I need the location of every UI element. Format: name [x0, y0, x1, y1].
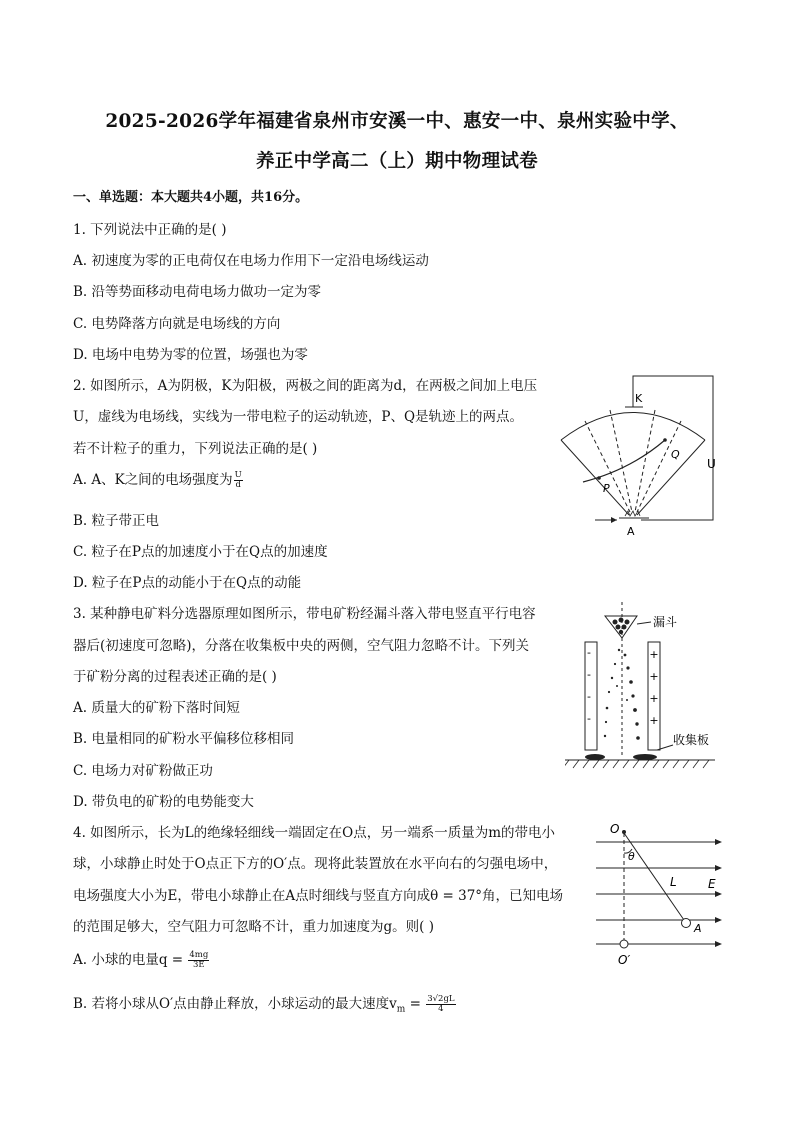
q2-frac-num: U	[234, 470, 242, 480]
q3-option-c: C. 电场力对矿粉做正功	[73, 763, 213, 779]
q4-option-b-text: B. 若将小球从O′点由静止释放，小球运动的最大速度v	[73, 996, 397, 1012]
q4-option-b-fraction	[426, 995, 455, 1014]
q2-fig-p-label: P	[603, 482, 610, 495]
q4-fig-theta-label: θ	[628, 850, 635, 863]
q1-option-d: D. 电场中电势为零的位置，场强也为零	[73, 347, 308, 363]
q2-fig-u-label: U	[707, 457, 716, 471]
q3-minus-1: -	[587, 646, 591, 659]
q4-option-b-eq: =	[405, 996, 426, 1012]
q2-fig-a-label: A	[627, 525, 635, 538]
q4-stem-line1: 4. 如图所示，长为L的绝缘轻细线一端固定在O点，另一端系一质量为m的带电小	[73, 825, 556, 841]
q4-option-b	[73, 992, 456, 1015]
q2-fig-k-label: K	[635, 392, 643, 405]
q4b-frac-den: 4	[438, 1004, 444, 1014]
q1-option-a: A. 初速度为零的正电荷仅在电场力作用下一定沿电场线运动	[73, 253, 429, 269]
q2-fig-q-label: Q	[671, 448, 680, 461]
q4-stem-line3: 电场强度大小为E，带电小球静止在A点时细线与竖直方向成θ = 37°角，已知电场	[73, 888, 564, 904]
q2-option-d: D. 粒子在P点的动能小于在Q点的动能	[73, 575, 302, 591]
q4-stem-line2: 球，小球静止时处于O点正下方的O′点。现将此装置放在水平向右的匀强电场中，	[73, 856, 558, 872]
q4a-frac-den: 3E	[193, 960, 205, 970]
q3-plus-2: +	[649, 670, 659, 683]
q3-option-d: D. 带负电的矿粉的电势能变大	[73, 794, 254, 810]
section-heading: 一、单选题：本大题共4小题，共16分。	[73, 190, 309, 205]
q3-option-a: A. 质量大的矿粉下落时间短	[73, 700, 240, 716]
q4-option-b-sub: m	[396, 1004, 406, 1015]
q4-option-a	[73, 948, 209, 970]
q3-plus-1: +	[649, 648, 659, 661]
q3-stem-line2: 器后(初速度可忽略)，分落在收集板中央的两侧，空气阻力忽略不计。下列关	[73, 638, 530, 654]
q4-option-a-text: A. 小球的电量q =	[73, 952, 188, 968]
q1-option-c: C. 电势降落方向就是电场线的方向	[73, 316, 281, 332]
q3-fig-plate-label: 收集板	[673, 733, 710, 747]
q4-figure	[592, 818, 727, 968]
q3-option-b: B. 电量相同的矿粉水平偏移位移相同	[73, 731, 295, 747]
q2-stem-line1: 2. 如图所示，A为阴极，K为阳极，两极之间的距离为d，在两极之间加上电压	[73, 378, 538, 394]
q4-option-a-fraction	[188, 951, 209, 970]
q2-frac-den: d	[235, 480, 241, 490]
q2-stem-line3: 若不计粒子的重力，下列说法正确的是( )	[73, 441, 318, 457]
q3-stem-line1: 3. 某种静电矿料分选器原理如图所示，带电矿粉经漏斗落入带电竖直平行电容	[73, 606, 536, 622]
q2-figure	[555, 370, 725, 540]
q3-plus-4: +	[649, 714, 659, 727]
q4-fig-a-label: A	[694, 922, 702, 935]
q4-fig-oprime-label: O′	[618, 953, 631, 967]
q4-stem-line4: 的范围足够大，空气阻力可忽略不计，重力加速度为g。则( )	[73, 919, 434, 935]
q2-option-a-text: A. A、K之间的电场强度为	[73, 472, 233, 488]
q2-option-b: B. 粒子带正电	[73, 513, 160, 529]
q4a-frac-num: 4mg	[189, 950, 209, 960]
q3-figure	[565, 600, 725, 775]
q4-fig-o-label: O	[610, 822, 620, 836]
q1-option-b: B. 沿等势面移动电荷电场力做功一定为零	[73, 284, 322, 300]
exam-title-line2: 养正中学高二（上）期中物理试卷	[255, 151, 538, 172]
q4-fig-e-label: E	[708, 877, 716, 891]
q3-plus-3: +	[649, 692, 659, 705]
exam-title-line1: 2025-2026学年福建省泉州市安溪一中、惠安一中、泉州实验中学、	[105, 111, 689, 132]
q3-minus-4: -	[587, 712, 591, 725]
q3-stem-line3: 于矿粉分离的过程表述正确的是( )	[73, 669, 277, 685]
q4-fig-l-label: L	[670, 875, 677, 889]
q3-minus-3: -	[587, 690, 591, 703]
q2-option-a	[73, 468, 243, 490]
q2-stem-line2: U，虚线为电场线，实线为一带电粒子的运动轨迹，P、Q是轨迹上的两点。	[73, 409, 524, 425]
q4b-frac-num: 3√2gL	[427, 994, 455, 1004]
q3-minus-2: -	[587, 668, 591, 681]
q3-fig-funnel-label: 漏斗	[653, 615, 678, 629]
q2-option-c: C. 粒子在P点的加速度小于在Q点的加速度	[73, 544, 328, 560]
q2-option-a-fraction	[234, 471, 243, 490]
q1-stem: 1. 下列说法中正确的是( )	[73, 222, 227, 238]
